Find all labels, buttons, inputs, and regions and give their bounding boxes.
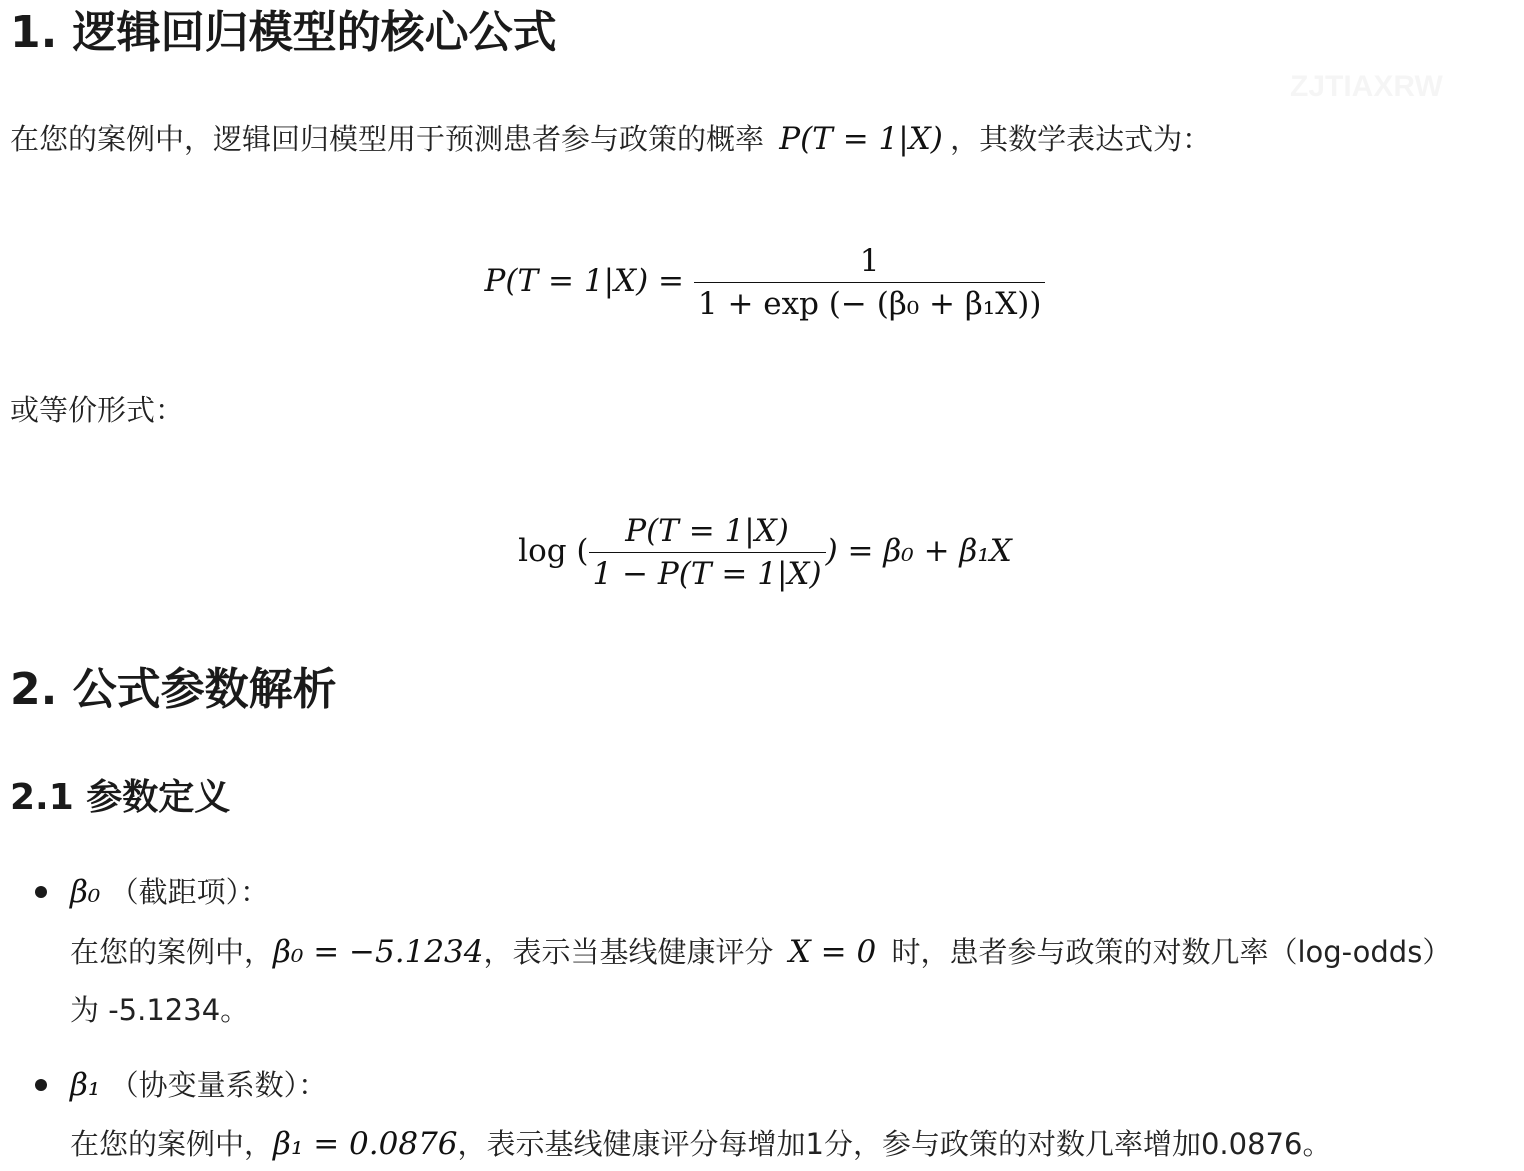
beta0-line1-mid: ，表示当基线健康评分 [483,935,774,969]
intro-probability-math: P(T = 1|X) [779,121,943,157]
bullet-beta1 [35,1079,47,1091]
log-odds-formula [10,510,1520,595]
equivalent-form-label: 或等价形式： [10,393,185,427]
formula1-fraction [694,240,1046,325]
beta0-value-math: β₀ = −5.1234 [273,934,484,970]
beta1-value-math: β₁ = 0.0876 [273,1126,458,1162]
watermark [1290,70,1443,104]
section-2-1-subheading: 2.1 参数定义 [10,777,231,818]
formula2-rhs: ) = β₀ + β₁X [825,533,1012,569]
formula1-denominator: 1 + exp (− (β₀ + β₁X)) [697,286,1042,322]
beta0-title-text: （截距项）： [109,875,270,909]
item-beta0-line2: 为 -5.1234。 [70,993,250,1027]
formula1-numerator: 1 [694,240,1046,283]
intro-text-after: ，其数学表达式为： [950,122,1212,156]
beta1-line1-after: ，表示基线健康评分每增加1分，参与政策的对数几率增加0.0876。 [457,1127,1332,1161]
beta0-line1-before: 在您的案例中， [70,935,274,969]
intro-paragraph [10,119,1211,159]
section-2-heading: 2. 公式参数解析 [10,664,337,715]
logistic-formula [10,240,1520,325]
item-beta0-title [70,872,269,912]
intro-text-before: 在您的案例中，逻辑回归模型用于预测患者参与政策的概率 [10,122,765,156]
formula2-numerator: P(T = 1|X) [589,510,826,553]
formula2-denominator: 1 − P(T = 1|X) [592,556,822,592]
item-beta0-line1 [70,932,1451,972]
beta0-line1-after: 时，患者参与政策的对数几率（log-odds） [891,935,1452,969]
bullet-beta0 [35,886,47,898]
section-1-heading: 1. 逻辑回归模型的核心公式 [10,7,557,58]
item-beta1-title [70,1065,327,1105]
formula1-lhs: P(T = 1|X) = [484,263,685,299]
x-zero-math: X = 0 [788,934,877,970]
beta1-line1-before: 在您的案例中， [70,1127,274,1161]
beta0-symbol: β₀ [70,874,101,910]
item-beta1-line1 [70,1124,1331,1164]
beta1-symbol: β₁ [70,1067,101,1103]
formula2-fraction [589,510,826,595]
beta1-title-text: （协变量系数）： [109,1068,328,1102]
formula2-log: log ( [518,533,589,569]
